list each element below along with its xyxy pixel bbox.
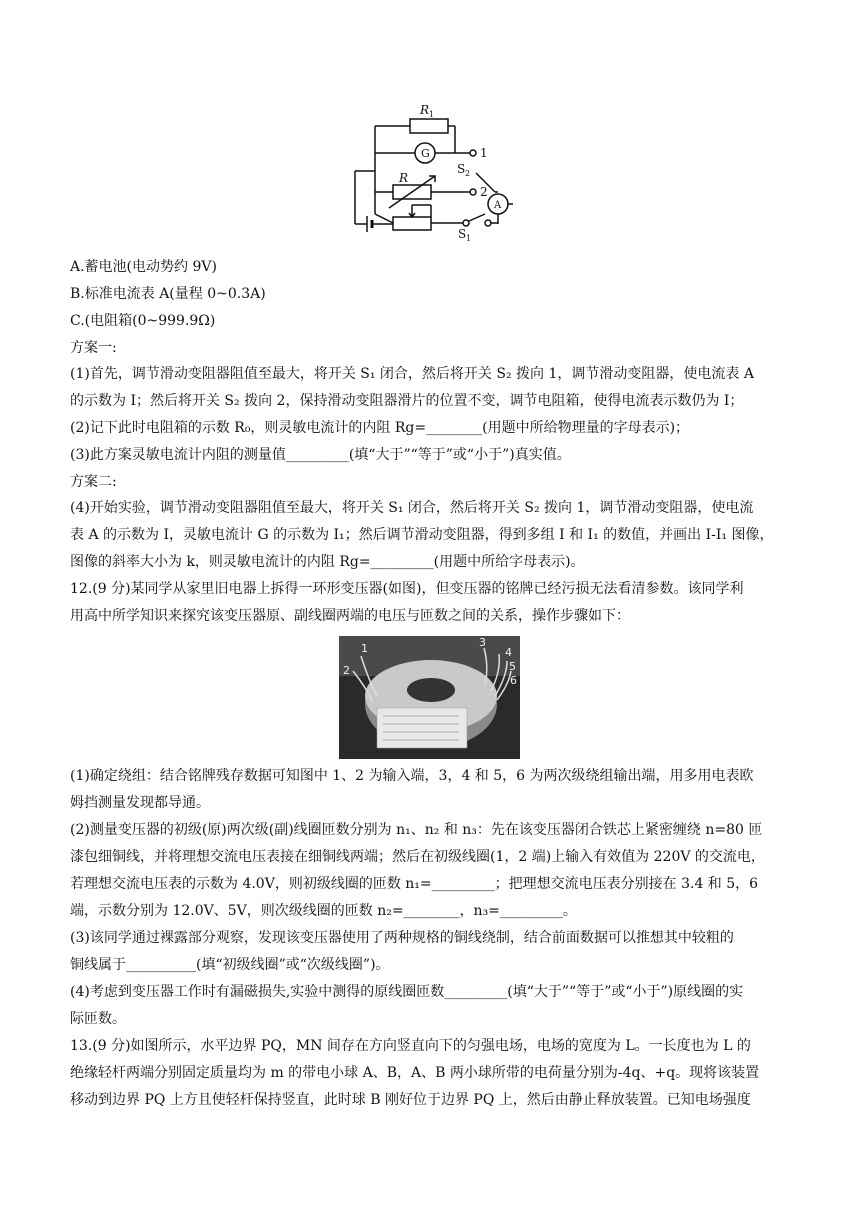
terminal-2: 2 (480, 185, 488, 199)
option-c: C.(电阻箱(0~999.9Ω) (70, 313, 216, 329)
q13-line-2: 绝缘轻杆两端分别固定质量均为 m 的带电小球 A、B，A、B 两小球所带的电荷量分别为-4q、+q。现将该装置 (70, 1065, 760, 1081)
s1-label: S (458, 227, 467, 241)
q12-step-2-line-1: (2)测量变压器的初级(原)两次级(副)线圈匝数分别为 n₁、n₂ 和 n₃：先在该变压器闭合铁芯上紧密缠绕 n=80 匝 (70, 822, 763, 838)
q13-line-3: 移动到边界 PQ 上方且使轻杆保持竖直，此时球 B 刚好位于边界 PQ 上，然后由静止释放装置。已知电场强度 (70, 1092, 751, 1108)
option-a: A.蓄电池(电动势约 9V) (70, 259, 217, 275)
step-4-line-3: 图像的斜率大小为 k，则灵敏电流计的内阻 Rg=_________(用题中所给字母表示)。 (70, 554, 585, 570)
q12-step-4-line-1: (4)考虑到变压器工作时有漏磁损失,实验中测得的原线圈匝数_________(填“大于”“等于”或“小于”)原线圈的实 (70, 984, 744, 1000)
s2-sub: 2 (465, 169, 471, 178)
g-label: G (421, 147, 430, 160)
photo-label-4: 4 (505, 646, 512, 659)
terminal-1: 1 (480, 146, 488, 160)
photo-label-2: 2 (343, 664, 350, 677)
r-label: R (399, 171, 409, 185)
q12-step-4-line-2: 际匝数。 (70, 1011, 126, 1027)
s2-label: S (457, 162, 466, 176)
r1-resistor (410, 119, 448, 133)
q12-step-1-line-2: 姆挡测量发现都导通。 (70, 795, 210, 811)
step-1-line-2: 的示数为 I；然后将开关 S₂ 拨向 2，保持滑动变阻器滑片的位置不变，调节电阻箱，使得电流表示数仍为 I； (70, 393, 744, 409)
q12-line-1: 12.(9 分)某同学从家里旧电器上拆得一环形变压器(如图)，但变压器的铭牌已经污损无法看清参数。该同学利 (70, 581, 744, 597)
photo-label-6: 6 (510, 674, 517, 687)
step-3: (3)此方案灵敏电流计内阻的测量值_________(填“大于”“等于”或“小于”)真实值。 (70, 447, 571, 463)
rheostat (393, 217, 431, 230)
step-1-line-1: (1)首先，调节滑动变阻器阻值至最大，将开关 S₁ 闭合，然后将开关 S₂ 拨向 1，调节滑动变阻器，使电流表 A (70, 366, 754, 382)
q12-step-3-line-1: (3)该同学通过裸露部分观察，发现该变压器使用了两种规格的铜线绕制，结合前面数据可以推想其中较粗的 (70, 930, 734, 946)
q12-step-3-line-2: 铜线属于__________(填“初级线圈”或“次级线圈”)。 (70, 957, 390, 973)
option-b: B.标准电流表 A(量程 0~0.3A) (70, 286, 266, 302)
q12-line-2: 用高中所学知识来探究该变压器原、副线圈两端的电压与匝数之间的关系，操作步骤如下： (70, 608, 630, 624)
q12-step-1-line-1: (1)确定绕组：结合铭牌残存数据可知图中 1、2 为输入端，3，4 和 5，6 为两次级绕组输出端，用多用电表欧 (70, 768, 754, 784)
a-label: A (494, 200, 502, 211)
circuit-diagram (345, 96, 525, 246)
photo-label-3: 3 (479, 636, 486, 649)
step-4-line-1: (4)开始实验，调节滑动变阻器阻值至最大，将开关 S₁ 闭合，然后将开关 S₂ 拨向 1，调节滑动变阻器，使电流 (70, 500, 754, 516)
transformer-photo (339, 636, 520, 759)
step-2: (2)记下此时电阻箱的示数 R₀，则灵敏电流计的内阻 Rg=________(用题中所给物理量的字母表示)； (70, 420, 690, 436)
r1-label: R (420, 103, 430, 117)
q13-line-1: 13.(9 分)如图所示，水平边界 PQ，MN 间存在方向竖直向下的匀强电场，电场的宽度为 L。一长度也为 L 的 (70, 1038, 751, 1054)
r1-sub: 1 (429, 110, 435, 119)
plan-one-heading: 方案一: (70, 340, 117, 356)
step-4-line-2: 表 A 的示数为 I，灵敏电流计 G 的示数为 I₁；然后调节滑动变阻器，得到多组 I 和 I₁ 的数值，并画出 I-I₁ 图像， (70, 527, 774, 543)
plan-two-heading: 方案二: (70, 474, 117, 490)
q12-step-2-line-3: 若理想交流电压表的示数为 4.0V，则初级线圈的匝数 n₁=_________；把理想交流电压表分别接在 3.4 和 5，6 (70, 876, 759, 892)
photo-label-5: 5 (509, 660, 516, 673)
s1-sub: 1 (466, 234, 472, 243)
q12-step-2-line-4: 端，示数分别为 12.0V、5V，则次级线圈的匝数 n₂=________，n₃=_________。 (70, 903, 577, 919)
photo-label-1: 1 (361, 642, 368, 655)
q12-step-2-line-2: 漆包细铜线，并将理想交流电压表接在细铜线两端；然后在初级线圈(1，2 端)上输入有效值为 220V 的交流电， (70, 849, 765, 865)
